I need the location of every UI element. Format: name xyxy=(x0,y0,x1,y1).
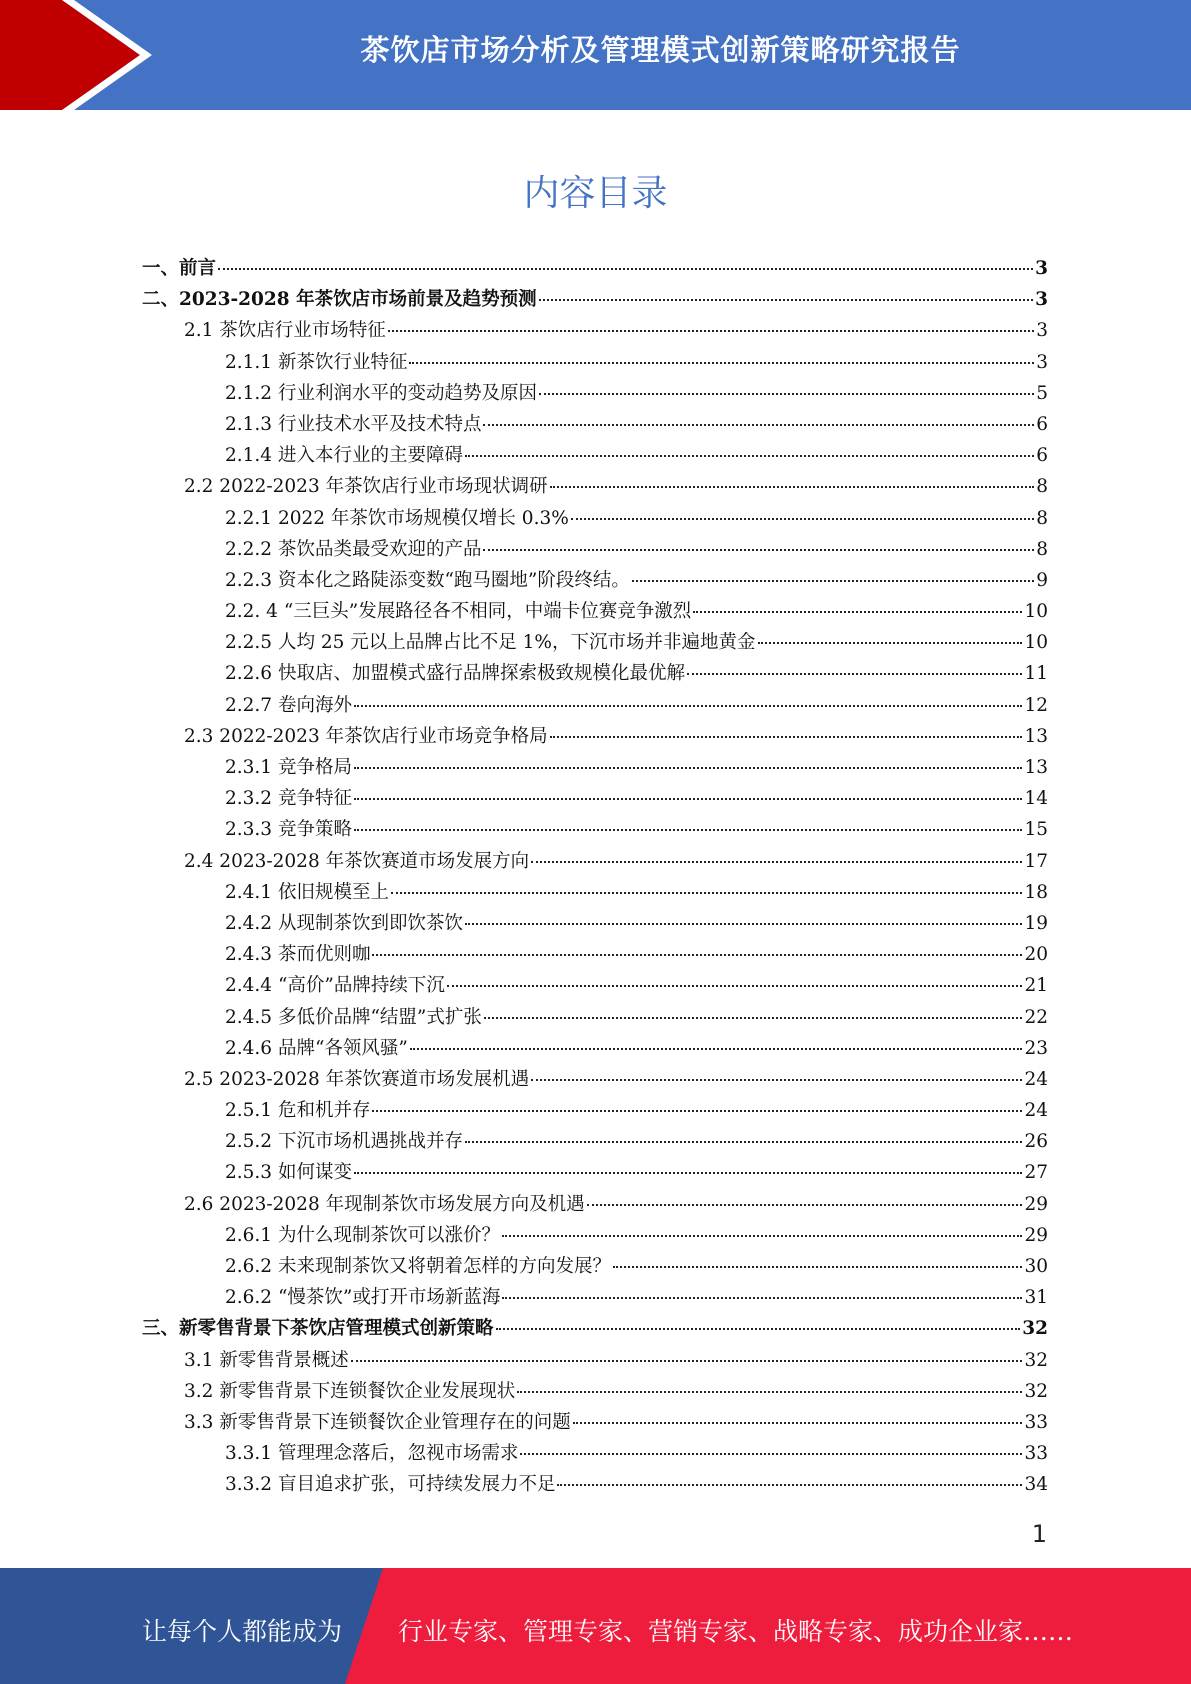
toc-leader-dots xyxy=(496,1328,1021,1330)
toc-entry[interactable] xyxy=(142,909,1048,940)
toc-entry-page: 18 xyxy=(1024,881,1048,903)
toc-entry-page: 3 xyxy=(1035,289,1048,311)
toc-entry[interactable] xyxy=(142,1439,1048,1470)
toc-entry-title: 三、新零售背景下茶饮店管理模式创新策略 xyxy=(142,1318,494,1340)
toc-leader-dots xyxy=(502,1235,1022,1237)
toc-entry[interactable] xyxy=(142,410,1048,441)
toc-leader-dots xyxy=(351,1360,1023,1362)
toc-leader-dots xyxy=(539,299,1034,301)
toc-entry-page: 22 xyxy=(1024,1006,1048,1028)
toc-leader-dots xyxy=(388,330,1034,332)
toc-entry-page: 24 xyxy=(1024,1100,1048,1122)
toc-entry-page: 34 xyxy=(1024,1474,1048,1496)
toc-entry-page: 26 xyxy=(1024,1131,1048,1153)
toc-entry[interactable] xyxy=(142,1283,1048,1314)
toc-entry-page: 3 xyxy=(1036,351,1048,373)
toc-entry-title: 2.3 2022-2023 年茶饮店行业市场竞争格局 xyxy=(184,725,548,747)
toc-entry-page: 20 xyxy=(1024,944,1048,966)
toc-entry-title: 2.2.2 茶饮品类最受欢迎的产品 xyxy=(225,538,482,560)
toc-entry-page: 23 xyxy=(1024,1037,1048,1059)
footer-slogan-right: 行业专家、管理专家、营销专家、战略专家、成功企业家…… xyxy=(398,1617,1074,1646)
toc-entry[interactable] xyxy=(142,1190,1048,1221)
toc-leader-dots xyxy=(517,1391,1022,1393)
toc-entry-title: 2.6.1 为什么现制茶饮可以涨价？ xyxy=(225,1224,500,1246)
toc-leader-dots xyxy=(539,393,1034,395)
toc-leader-dots xyxy=(520,1453,1022,1455)
toc-entry-page: 32 xyxy=(1024,1380,1048,1402)
toc-leader-dots xyxy=(354,767,1023,769)
toc-entry-title: 2.2.5 人均 25 元以上品牌占比不足 1%，下沉市场并非遍地黄金 xyxy=(225,632,756,654)
toc-leader-dots xyxy=(550,486,1035,488)
toc-entry-title: 3.3.2 盲目追求扩张，可持续发展力不足 xyxy=(225,1474,556,1496)
toc-entry-page: 11 xyxy=(1024,663,1048,685)
toc-entry[interactable] xyxy=(142,1470,1048,1501)
toc-entry[interactable] xyxy=(142,815,1048,846)
toc-leader-dots xyxy=(531,1079,1022,1081)
toc-entry[interactable] xyxy=(142,784,1048,815)
toc-leader-dots xyxy=(372,1110,1022,1112)
toc-entry-page: 10 xyxy=(1024,632,1048,654)
toc-entry-title: 2.5 2023-2028 年茶饮赛道市场发展机遇 xyxy=(184,1068,530,1090)
toc-leader-dots xyxy=(693,611,1022,613)
toc-entry[interactable] xyxy=(142,722,1048,753)
toc-entry-page: 6 xyxy=(1036,413,1048,435)
toc-entry[interactable] xyxy=(142,285,1048,316)
toc-entry-page: 13 xyxy=(1024,757,1048,778)
toc-leader-dots xyxy=(354,829,1023,831)
toc-entry-page: 9 xyxy=(1036,569,1048,591)
toc-entry[interactable] xyxy=(142,1034,1048,1065)
toc-entry[interactable] xyxy=(142,566,1048,597)
toc-leader-dots xyxy=(447,985,1023,987)
toc-entry-title: 2.4.3 茶而优则咖 xyxy=(225,944,371,966)
toc-leader-dots xyxy=(550,736,1023,738)
toc-leader-dots xyxy=(531,861,1022,863)
toc-entry[interactable] xyxy=(142,254,1048,285)
toc-entry-page: 12 xyxy=(1024,694,1048,716)
toc-entry[interactable] xyxy=(142,1314,1048,1345)
toc-leader-dots xyxy=(484,1017,1023,1019)
toc-leader-dots xyxy=(410,1048,1023,1050)
toc-leader-dots xyxy=(573,1422,1023,1424)
toc-entry-page: 13 xyxy=(1024,725,1048,747)
toc-entry-title: 2.1 茶饮店行业市场特征 xyxy=(184,320,386,342)
toc-leader-dots xyxy=(502,1297,1022,1299)
toc-leader-dots xyxy=(483,549,1034,551)
toc-leader-dots xyxy=(557,1484,1022,1486)
toc-heading: 内容目录 xyxy=(523,173,668,214)
toc-entry[interactable] xyxy=(142,1003,1048,1034)
toc-entry-title: 2.3.1 竞争格局 xyxy=(225,757,352,778)
toc-entry-page: 15 xyxy=(1024,819,1048,841)
toc-entry-page: 21 xyxy=(1024,975,1048,997)
toc-entry-page: 8 xyxy=(1036,538,1048,560)
toc-entry-page: 32 xyxy=(1022,1318,1048,1340)
toc-entry-title: 2.2.7 卷向海外 xyxy=(225,694,352,716)
toc-leader-dots xyxy=(354,798,1023,800)
toc-entry-title: 2.5.3 如何谋变 xyxy=(225,1162,352,1184)
toc-entry-page: 5 xyxy=(1036,382,1048,404)
toc-entry-page: 14 xyxy=(1024,788,1048,810)
toc-entry[interactable] xyxy=(142,628,1048,659)
toc-entry[interactable] xyxy=(142,597,1048,628)
toc-entry-title: 2.1.2 行业利润水平的变动趋势及原因 xyxy=(225,382,537,404)
toc-entry[interactable] xyxy=(142,659,1048,690)
toc-entry-title: 2.2.1 2022 年茶饮市场规模仅增长 0.3% xyxy=(225,507,569,529)
toc-leader-dots xyxy=(354,1172,1023,1174)
toc-entry-title: 2.4 2023-2028 年茶饮赛道市场发展方向 xyxy=(184,850,530,872)
toc-entry-title: 2.4.5 多低价品牌“结盟”式扩张 xyxy=(225,1006,482,1028)
toc-entry-title: 2.2 2022-2023 年茶饮店行业市场现状调研 xyxy=(184,476,548,498)
report-title: 茶饮店市场分析及管理模式创新策略研究报告 xyxy=(360,33,961,67)
toc-entry[interactable] xyxy=(142,1252,1048,1283)
toc-entry-title: 2.3.3 竞争策略 xyxy=(225,819,352,841)
toc-entry-title: 3.2 新零售背景下连锁餐饮企业发展现状 xyxy=(184,1380,516,1402)
toc-entry-title: 2.5.1 危和机并存 xyxy=(225,1100,371,1122)
toc-entry-title: 2.1.3 行业技术水平及技术特点 xyxy=(225,413,482,435)
toc-leader-dots xyxy=(632,580,1034,582)
toc-entry-page: 32 xyxy=(1024,1349,1048,1371)
toc-entry-page: 33 xyxy=(1024,1411,1048,1433)
toc-leader-dots xyxy=(391,892,1022,894)
toc-entry-page: 8 xyxy=(1036,507,1048,529)
toc-entry[interactable] xyxy=(142,1096,1048,1127)
toc-entry-page: 31 xyxy=(1024,1287,1048,1309)
toc-entry-page: 30 xyxy=(1024,1256,1048,1277)
toc-entry[interactable] xyxy=(142,535,1048,566)
toc-entry-title: 2.5.2 下沉市场机遇挑战并存 xyxy=(225,1131,463,1153)
toc-entry-page: 3 xyxy=(1036,320,1048,342)
page-header xyxy=(0,0,1191,110)
toc-entry[interactable] xyxy=(142,1158,1048,1189)
toc-entry[interactable] xyxy=(142,971,1048,1002)
toc-entry-page: 33 xyxy=(1024,1443,1048,1465)
page-number: 1 xyxy=(1031,1520,1047,1548)
toc-entry-title: 3.1 新零售背景概述 xyxy=(184,1349,349,1371)
toc-leader-dots xyxy=(465,1141,1022,1143)
toc-entry-title: 2.4.2 从现制茶饮到即饮茶饮 xyxy=(225,912,463,934)
toc-entry-title: 2.1.1 新茶饮行业特征 xyxy=(225,351,408,373)
toc-entry-page: 3 xyxy=(1035,258,1048,279)
toc-entry-title: 2.2.3 资本化之路陡添变数“跑马圈地”阶段终结。 xyxy=(225,569,630,591)
toc-entry[interactable] xyxy=(142,691,1048,722)
toc-leader-dots xyxy=(409,362,1034,364)
toc-entry-page: 29 xyxy=(1024,1193,1048,1215)
toc-leader-dots xyxy=(218,268,1033,270)
toc-entry[interactable] xyxy=(142,878,1048,909)
toc-entry-page: 8 xyxy=(1036,476,1048,498)
toc-leader-dots xyxy=(372,954,1022,956)
toc-entry-title: 2.4.4 “高价”品牌持续下沉 xyxy=(225,975,445,997)
toc-entry-title: 2.4.6 品牌“各领风骚” xyxy=(225,1037,408,1059)
toc-leader-dots xyxy=(758,642,1023,644)
toc-entry-page: 17 xyxy=(1024,850,1048,872)
toc-entry[interactable] xyxy=(142,379,1048,410)
toc-entry[interactable] xyxy=(142,348,1048,379)
toc-entry-page: 6 xyxy=(1036,445,1048,467)
toc-entry-title: 2.6.2 “慢茶饮”或打开市场新蓝海 xyxy=(225,1287,501,1309)
toc-entry[interactable] xyxy=(142,1346,1048,1377)
toc-entry[interactable] xyxy=(142,1127,1048,1158)
toc-entry-page: 24 xyxy=(1024,1068,1048,1090)
toc-entry-page: 10 xyxy=(1024,601,1048,623)
toc-leader-dots xyxy=(587,1204,1023,1206)
toc-entry-page: 29 xyxy=(1024,1224,1048,1246)
toc-entry-title: 2.6 2023-2028 年现制茶饮市场发展方向及机遇 xyxy=(184,1193,585,1215)
toc-entry[interactable] xyxy=(142,472,1048,503)
toc-entry[interactable] xyxy=(142,1408,1048,1439)
toc-entry[interactable] xyxy=(142,504,1048,535)
toc-entry-title: 2.4.1 依旧规模至上 xyxy=(225,881,389,903)
toc-entry[interactable] xyxy=(142,753,1048,784)
toc-entry[interactable] xyxy=(142,316,1048,347)
toc-entry-title: 2.2. 4 “三巨头”发展路径各不相同，中端卡位赛竞争激烈 xyxy=(225,601,692,623)
toc-entry-title: 二、2023-2028 年茶饮店市场前景及趋势预测 xyxy=(142,289,537,311)
toc-leader-dots xyxy=(354,705,1023,707)
toc-leader-dots xyxy=(687,673,1022,675)
toc-leader-dots xyxy=(465,455,1034,457)
toc-entry-title: 2.2.6 快取店、加盟模式盛行品牌探索极致规模化最优解 xyxy=(225,663,685,685)
toc-entry-title: 一、前言 xyxy=(142,258,217,279)
footer-slogan-left: 让每个人都能成为 xyxy=(142,1617,343,1646)
toc-entry-title: 3.3 新零售背景下连锁餐饮企业管理存在的问题 xyxy=(184,1411,571,1433)
toc-leader-dots xyxy=(571,518,1034,520)
toc-entry-page: 27 xyxy=(1024,1162,1048,1184)
toc-entry[interactable] xyxy=(142,1377,1048,1408)
toc-entry-title: 2.6.2 未来现制茶饮又将朝着怎样的方向发展？ xyxy=(225,1256,611,1277)
toc-leader-dots xyxy=(465,923,1022,925)
toc-leader-dots xyxy=(613,1266,1022,1268)
toc-entry-page: 19 xyxy=(1024,912,1048,934)
toc-leader-dots xyxy=(483,424,1034,426)
toc-entry-title: 2.1.4 进入本行业的主要障碍 xyxy=(225,445,463,467)
toc-entry[interactable] xyxy=(142,1065,1048,1096)
toc-entry[interactable] xyxy=(142,1221,1048,1252)
table-of-contents xyxy=(142,254,1048,1502)
toc-entry[interactable] xyxy=(142,441,1048,472)
toc-entry-title: 2.3.2 竞争特征 xyxy=(225,788,352,810)
toc-entry[interactable] xyxy=(142,940,1048,971)
toc-entry-title: 3.3.1 管理理念落后，忽视市场需求 xyxy=(225,1443,519,1465)
toc-entry[interactable] xyxy=(142,847,1048,878)
page-footer xyxy=(0,1568,1191,1684)
